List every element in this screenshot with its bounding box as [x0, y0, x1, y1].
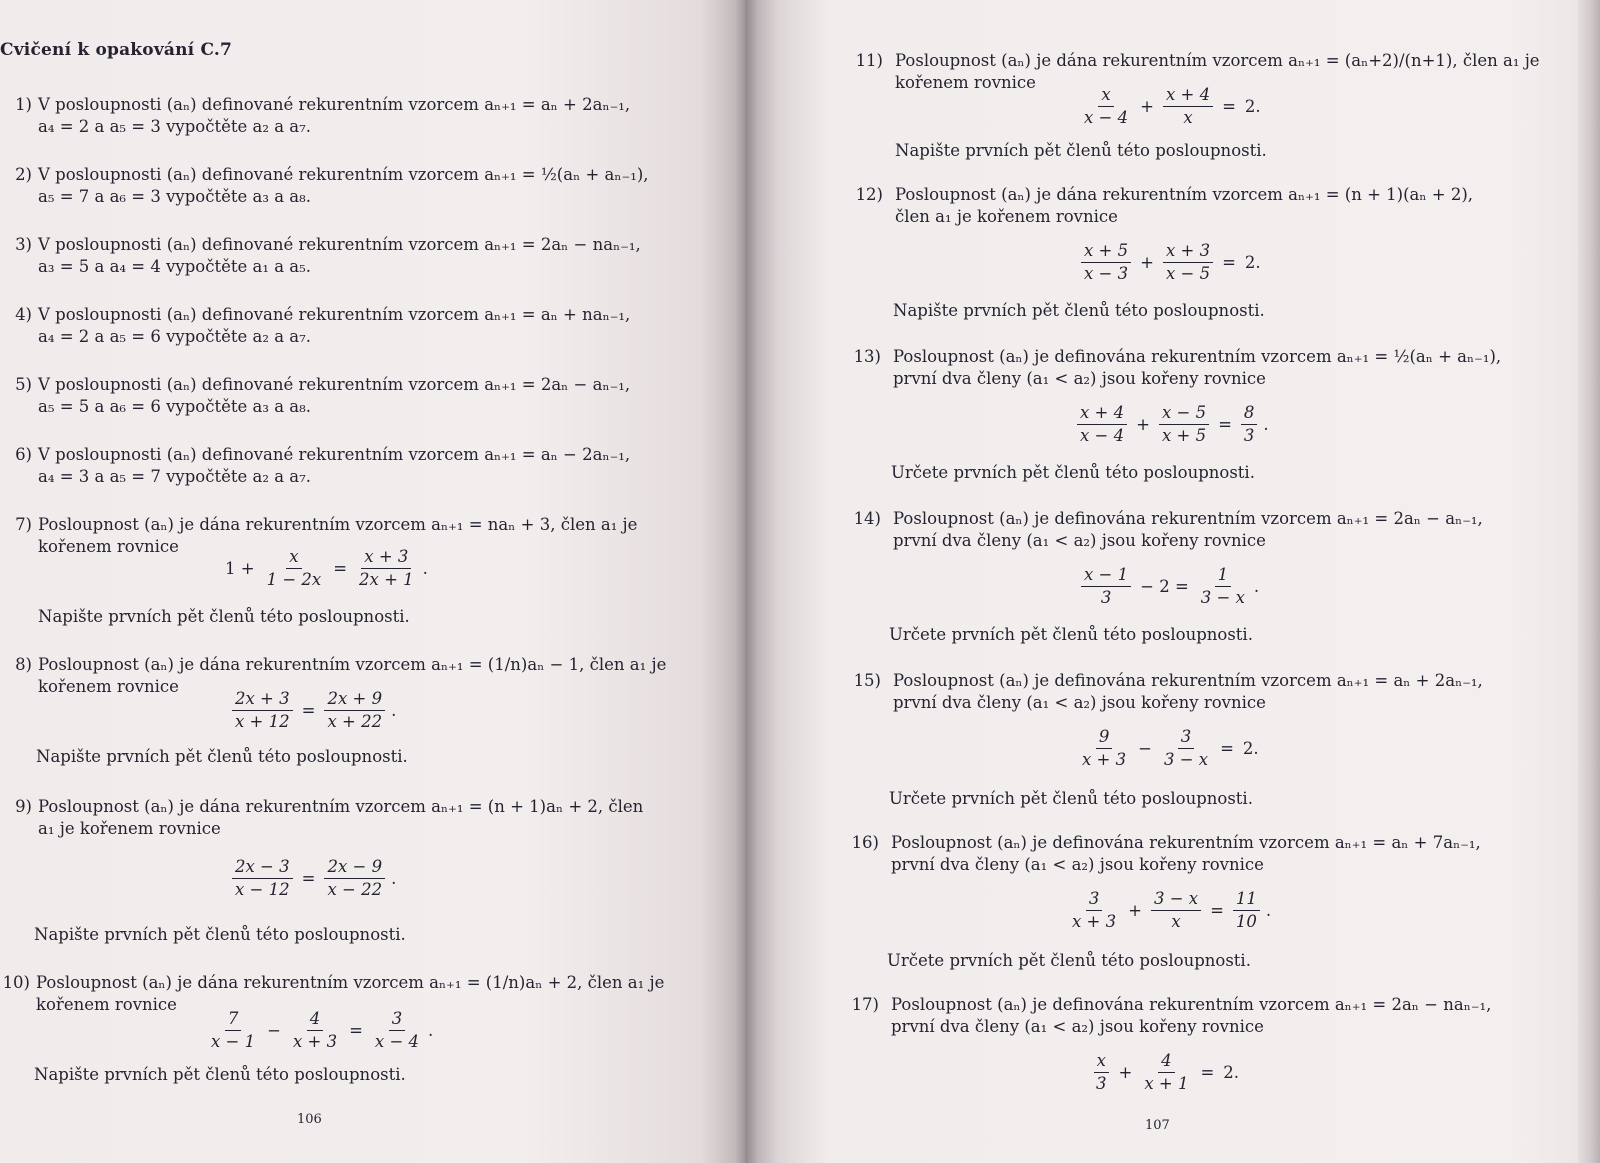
- exercise-text: kořenem rovnice: [895, 73, 1036, 92]
- exercise-number: 7): [15, 515, 32, 534]
- exercise-closing: Napište prvních pět členů této posloupnosti.: [38, 607, 410, 626]
- denominator: 3 − x: [1163, 750, 1209, 769]
- denominator: 3: [1096, 1074, 1107, 1093]
- fraction: [1159, 404, 1209, 445]
- exercise-number: 2): [15, 165, 32, 184]
- operator: − 2 =: [1140, 577, 1189, 596]
- exercise-text: Posloupnost (aₙ) je definována rekurentním vzorcem aₙ₊₁ = ½(aₙ + aₙ₋₁),: [893, 347, 1502, 366]
- page-number: 107: [1145, 1118, 1170, 1133]
- right-page: [745, 0, 1600, 1163]
- fraction: [290, 1010, 340, 1051]
- exercise-text: a₅ = 7 a a₆ = 3 vypočtěte a₃ a a₈.: [38, 187, 311, 206]
- fraction: [1233, 890, 1260, 931]
- fraction: [372, 1010, 422, 1051]
- numerator: x − 5: [1159, 404, 1209, 425]
- numerator: 3: [1086, 890, 1103, 911]
- exercise-number: 15): [853, 671, 881, 690]
- operator: =: [1220, 739, 1234, 758]
- exercise-text: Posloupnost (aₙ) je dána rekurentním vzorcem aₙ₊₁ = (1/n)aₙ + 2, člen a₁ je: [36, 973, 665, 992]
- denominator: x + 1: [1144, 1074, 1189, 1093]
- exercise-text: první dva členy (a₁ < a₂) jsou kořeny rovnice: [893, 369, 1266, 388]
- denominator: 2x + 1: [359, 570, 414, 589]
- exercise-closing: Určete prvních pět členů této posloupnosti.: [891, 463, 1255, 482]
- operator: +: [1136, 415, 1150, 434]
- fraction: [1081, 242, 1131, 283]
- denominator: x − 5: [1165, 264, 1211, 283]
- equation: [1081, 566, 1259, 607]
- numerator: 1: [1215, 566, 1232, 587]
- numerator: x: [1094, 1052, 1109, 1073]
- numerator: 11: [1233, 890, 1260, 911]
- equation-lead: 1 +: [225, 559, 255, 578]
- fraction: [1151, 890, 1201, 931]
- exercise-text: a₄ = 2 a a₅ = 6 vypočtěte a₂ a a₇.: [38, 327, 311, 346]
- fraction: [208, 1010, 258, 1051]
- numerator: 8: [1241, 404, 1258, 425]
- exercise-text: první dva členy (a₁ < a₂) jsou kořeny rovnice: [891, 855, 1264, 874]
- exercise-closing: Napište prvních pět členů této posloupnosti.: [895, 141, 1267, 160]
- equation-end: .: [1263, 415, 1269, 434]
- exercise-text: V posloupnosti (aₙ) definované rekurentním vzorcem aₙ₊₁ = ½(aₙ + aₙ₋₁),: [38, 165, 649, 184]
- exercise-closing: Napište prvních pět členů této posloupnosti.: [34, 925, 406, 944]
- operator: +: [1128, 901, 1142, 920]
- equation-end: .: [428, 1021, 434, 1040]
- fraction: [1069, 890, 1119, 931]
- exercise-number: 3): [15, 235, 32, 254]
- numerator: 7: [225, 1010, 242, 1031]
- denominator: x + 5: [1161, 426, 1207, 445]
- operator: =: [301, 701, 316, 720]
- numerator: 2x − 9: [324, 858, 385, 879]
- exercise-text: Posloupnost (aₙ) je dána rekurentním vzorcem aₙ₊₁ = (aₙ+2)/(n+1), člen a₁ je: [895, 51, 1540, 70]
- equation: [1093, 1052, 1239, 1093]
- exercise-closing: Napište prvních pět členů této posloupnosti.: [36, 747, 408, 766]
- denominator: x − 4: [374, 1032, 420, 1051]
- numerator: x + 3: [361, 548, 411, 569]
- book-gutter-shadow: [735, 0, 757, 1163]
- exercise-number: 8): [15, 655, 32, 674]
- exercise-number: 11): [855, 51, 883, 70]
- numerator: 3: [1178, 728, 1195, 749]
- equation: [208, 1010, 433, 1051]
- denominator: 1 − 2x: [266, 570, 322, 589]
- fraction: [264, 548, 325, 589]
- operator: +: [1140, 253, 1154, 272]
- equation-end: .: [422, 559, 428, 578]
- numerator: 3: [389, 1010, 406, 1031]
- exercise-number: 5): [15, 375, 32, 394]
- operator: =: [301, 869, 316, 888]
- denominator: 10: [1235, 912, 1257, 931]
- denominator: x + 3: [292, 1032, 338, 1051]
- numerator: 4: [1158, 1052, 1175, 1073]
- numerator: 9: [1096, 728, 1113, 749]
- denominator: x + 22: [327, 712, 383, 731]
- exercise-text: a₄ = 3 a a₅ = 7 vypočtěte a₂ a a₇.: [38, 467, 311, 486]
- fraction: [1198, 566, 1248, 607]
- numerator: x + 4: [1077, 404, 1127, 425]
- denominator: x − 4: [1084, 108, 1129, 127]
- numerator: 2x − 3: [232, 858, 293, 879]
- page-number: 106: [297, 1112, 322, 1127]
- fraction: [324, 690, 385, 731]
- equation: [1077, 404, 1269, 445]
- operator: +: [1140, 97, 1154, 116]
- exercise-number: 10): [2, 973, 30, 992]
- exercise-text: a₅ = 5 a a₆ = 6 vypočtěte a₃ a a₈.: [38, 397, 311, 416]
- denominator: x − 3: [1084, 264, 1129, 283]
- equation: [232, 858, 396, 899]
- numerator: x + 3: [1163, 242, 1213, 263]
- fraction: [1079, 728, 1129, 769]
- equation-rhs: 2.: [1223, 1063, 1240, 1082]
- exercise-text: V posloupnosti (aₙ) definované rekurentním vzorcem aₙ₊₁ = aₙ + 2aₙ₋₁,: [38, 95, 631, 114]
- exercise-text: Posloupnost (aₙ) je definována rekurentním vzorcem aₙ₊₁ = 2aₙ − aₙ₋₁,: [893, 509, 1483, 528]
- operator: −: [1138, 739, 1152, 758]
- equation-end: .: [391, 701, 397, 720]
- exercise-text: a₃ = 5 a a₄ = 4 vypočtěte a₁ a a₅.: [38, 257, 311, 276]
- fraction: [1163, 86, 1213, 127]
- fraction: [1241, 404, 1258, 445]
- denominator: x + 3: [1072, 912, 1117, 931]
- exercise-number: 17): [851, 995, 879, 1014]
- exercise-number: 12): [855, 185, 883, 204]
- exercise-text: Posloupnost (aₙ) je definována rekurentním vzorcem aₙ₊₁ = 2aₙ − naₙ₋₁,: [891, 995, 1492, 1014]
- exercise-text: kořenem rovnice: [38, 537, 179, 556]
- exercise-closing: Určete prvních pět členů této posloupnosti.: [889, 625, 1253, 644]
- equation: [222, 548, 428, 589]
- operator: =: [349, 1021, 363, 1040]
- exercise-closing: Napište prvních pět členů této posloupnosti.: [34, 1065, 406, 1084]
- denominator: x − 12: [235, 880, 290, 899]
- exercise-text: Posloupnost (aₙ) je dána rekurentním vzorcem aₙ₊₁ = naₙ + 3, člen a₁ je: [38, 515, 638, 534]
- equation: [1079, 728, 1259, 769]
- exercise-number: 6): [15, 445, 32, 464]
- exercise-text: a₁ je kořenem rovnice: [38, 819, 221, 838]
- exercise-text: člen a₁ je kořenem rovnice: [895, 207, 1118, 226]
- denominator: x − 22: [327, 880, 383, 899]
- denominator: x − 1: [211, 1032, 256, 1051]
- exercise-closing: Určete prvních pět členů této posloupnosti.: [887, 951, 1251, 970]
- fraction: [1081, 86, 1131, 127]
- exercise-number: 16): [851, 833, 879, 852]
- denominator: 3 − x: [1200, 588, 1245, 607]
- exercise-text: Posloupnost (aₙ) je definována rekurentním vzorcem aₙ₊₁ = aₙ + 2aₙ₋₁,: [893, 671, 1483, 690]
- fraction: [1093, 1052, 1110, 1093]
- numerator: x + 4: [1163, 86, 1213, 107]
- left-page: [0, 0, 745, 1163]
- operator: =: [333, 559, 348, 578]
- exercise-text: V posloupnosti (aₙ) definované rekurentním vzorcem aₙ₊₁ = aₙ + naₙ₋₁,: [38, 305, 631, 324]
- exercise-text: Posloupnost (aₙ) je definována rekurentním vzorcem aₙ₊₁ = aₙ + 7aₙ₋₁,: [891, 833, 1481, 852]
- exercise-number: 1): [15, 95, 32, 114]
- fraction: [1081, 566, 1131, 607]
- exercise-text: V posloupnosti (aₙ) definované rekurentním vzorcem aₙ₊₁ = 2aₙ − naₙ₋₁,: [38, 235, 641, 254]
- equation-rhs: 2.: [1242, 739, 1259, 758]
- page-edge-shadow: [1578, 0, 1600, 1163]
- exercise-text: první dva členy (a₁ < a₂) jsou kořeny rovnice: [891, 1017, 1264, 1036]
- exercise-text: Posloupnost (aₙ) je dána rekurentním vzorcem aₙ₊₁ = (n + 1)(aₙ + 2),: [895, 185, 1474, 204]
- numerator: x + 5: [1081, 242, 1131, 263]
- fraction: [232, 858, 293, 899]
- operator: =: [1222, 253, 1236, 272]
- fraction: [1161, 728, 1211, 769]
- fraction: [232, 690, 293, 731]
- operator: −: [267, 1021, 281, 1040]
- numerator: x: [286, 548, 301, 569]
- denominator: x − 4: [1080, 426, 1125, 445]
- denominator: 3: [1100, 588, 1112, 607]
- fraction: [324, 858, 385, 899]
- operator: =: [1200, 1063, 1215, 1082]
- numerator: 2x + 3: [232, 690, 293, 711]
- exercise-number: 4): [15, 305, 32, 324]
- numerator: 2x + 9: [324, 690, 385, 711]
- section-heading: Cvičení k opakování C.7: [0, 40, 233, 60]
- fraction: [1141, 1052, 1191, 1093]
- denominator: x: [1171, 912, 1181, 931]
- numerator: x: [1098, 86, 1113, 107]
- equation-rhs: 2.: [1244, 97, 1261, 116]
- operator: +: [1118, 1063, 1133, 1082]
- exercise-closing: Napište prvních pět členů této posloupnosti.: [893, 301, 1265, 320]
- operator: =: [1222, 97, 1236, 116]
- exercise-text: V posloupnosti (aₙ) definované rekurentním vzorcem aₙ₊₁ = aₙ − 2aₙ₋₁,: [38, 445, 631, 464]
- equation: [1081, 242, 1261, 283]
- denominator: 3: [1243, 426, 1255, 445]
- exercise-number: 13): [853, 347, 881, 366]
- numerator: 3 − x: [1151, 890, 1201, 911]
- exercise-text: první dva členy (a₁ < a₂) jsou kořeny rovnice: [893, 693, 1266, 712]
- equation: [232, 690, 396, 731]
- exercise-text: kořenem rovnice: [38, 677, 179, 696]
- numerator: x − 1: [1081, 566, 1131, 587]
- fraction: [356, 548, 417, 589]
- equation: [1069, 890, 1271, 931]
- exercise-text: V posloupnosti (aₙ) definované rekurentním vzorcem aₙ₊₁ = 2aₙ − aₙ₋₁,: [38, 375, 631, 394]
- exercise-text: první dva členy (a₁ < a₂) jsou kořeny rovnice: [893, 531, 1266, 550]
- operator: =: [1210, 901, 1224, 920]
- equation-end: .: [391, 869, 397, 888]
- exercise-number: 14): [853, 509, 881, 528]
- equation-rhs: 2.: [1244, 253, 1261, 272]
- exercise-text: Posloupnost (aₙ) je dána rekurentním vzorcem aₙ₊₁ = (1/n)aₙ − 1, člen a₁ je: [38, 655, 667, 674]
- fraction: [1077, 404, 1127, 445]
- denominator: x + 3: [1082, 750, 1127, 769]
- denominator: x + 12: [235, 712, 290, 731]
- fraction: [1163, 242, 1213, 283]
- denominator: x: [1183, 108, 1193, 127]
- equation: [1081, 86, 1261, 127]
- equation-end: .: [1253, 577, 1260, 596]
- equation-end: .: [1265, 901, 1272, 920]
- operator: =: [1218, 415, 1232, 434]
- exercise-number: 9): [15, 797, 32, 816]
- numerator: 4: [307, 1010, 324, 1031]
- exercise-text: Posloupnost (aₙ) je dána rekurentním vzorcem aₙ₊₁ = (n + 1)aₙ + 2, člen: [38, 797, 644, 816]
- exercise-text: kořenem rovnice: [36, 995, 177, 1014]
- exercise-text: a₄ = 2 a a₅ = 3 vypočtěte a₂ a a₇.: [38, 117, 311, 136]
- exercise-closing: Určete prvních pět členů této posloupnosti.: [889, 789, 1253, 808]
